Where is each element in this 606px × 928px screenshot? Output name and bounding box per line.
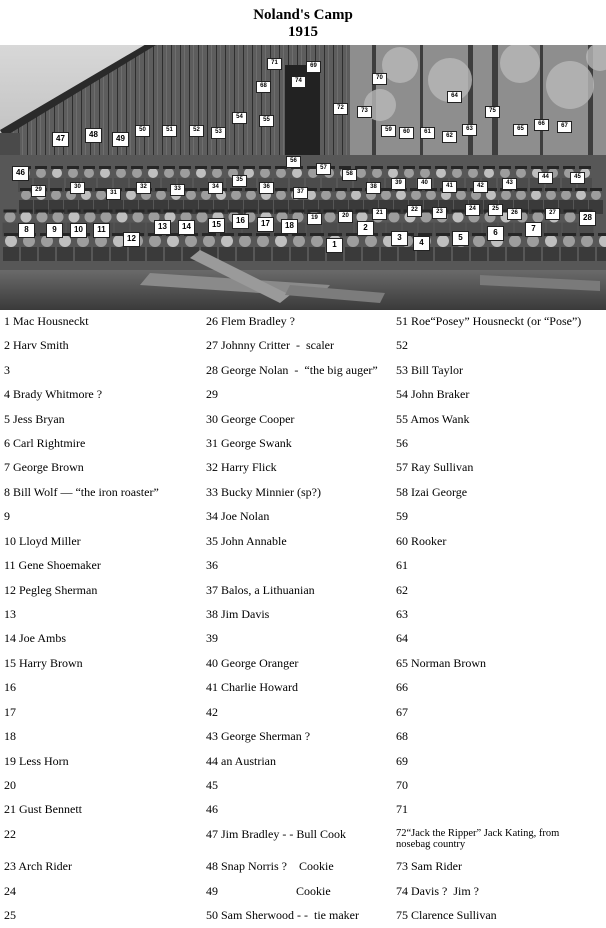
page-year: 1915 xyxy=(288,24,318,40)
photo-label: 44 xyxy=(538,172,553,184)
photo-label: 66 xyxy=(534,119,549,131)
name-entry: 57 Ray Sullivan xyxy=(396,460,474,474)
photo-label: 45 xyxy=(570,172,585,184)
photo-label: 4 xyxy=(413,236,430,251)
photo-label: 25 xyxy=(488,204,503,216)
photo-label: 47 xyxy=(52,132,69,147)
photo-label: 8 xyxy=(18,223,35,238)
name-entry: 43 George Sherman ? xyxy=(206,729,311,743)
name-entry: 54 John Braker xyxy=(396,387,470,401)
name-entry: 26 Flem Bradley ? xyxy=(206,314,295,328)
name-entry: 66 xyxy=(396,680,408,694)
name-entry: 10 Lloyd Miller xyxy=(4,534,81,548)
photo-label: 60 xyxy=(399,127,414,139)
photo-label: 58 xyxy=(342,169,357,181)
name-entry: 23 Arch Rider xyxy=(4,859,72,873)
group-photo xyxy=(0,45,606,310)
name-entry: 12 Pegleg Sherman xyxy=(4,583,98,597)
photo-label: 68 xyxy=(256,81,271,93)
name-entry: 75 Clarence Sullivan xyxy=(396,908,497,922)
photo-label: 27 xyxy=(545,208,560,220)
photo-label: 19 xyxy=(307,213,322,225)
name-entry: 73 Sam Rider xyxy=(396,859,462,873)
photo-label: 6 xyxy=(487,226,504,241)
photo-label: 20 xyxy=(338,211,353,223)
name-entry: 71 xyxy=(396,802,408,816)
name-entry: 37 Balos, a Lithuanian xyxy=(206,583,315,597)
photo-label: 46 xyxy=(12,166,29,181)
name-entry: 35 John Annable xyxy=(206,534,287,548)
name-entry: 2 Harv Smith xyxy=(4,338,69,352)
name-entry: 14 Joe Ambs xyxy=(4,631,67,645)
photo-label: 75 xyxy=(485,106,500,118)
photo-label: 1 xyxy=(326,238,343,253)
photo-label: 32 xyxy=(136,182,151,194)
photo-label: 38 xyxy=(366,182,381,194)
name-entry: 11 Gene Shoemaker xyxy=(4,558,101,572)
photo-label: 9 xyxy=(46,223,63,238)
names-list xyxy=(0,312,606,928)
name-entry: 1 Mac Housneckt xyxy=(4,314,89,328)
photo-label: 57 xyxy=(316,163,331,175)
photo-label: 40 xyxy=(417,178,432,190)
name-entry: 46 xyxy=(206,802,218,816)
photo-label: 64 xyxy=(447,91,462,103)
name-entry: 5 Jess Bryan xyxy=(4,412,65,426)
photo-label: 56 xyxy=(286,156,301,168)
name-entry: 40 George Oranger xyxy=(206,656,299,670)
photo-label: 52 xyxy=(189,125,204,137)
photo-label: 67 xyxy=(557,121,572,133)
photo-label: 17 xyxy=(257,217,274,232)
name-entry: 44 an Austrian xyxy=(206,754,276,768)
photo-label: 61 xyxy=(420,127,435,139)
name-entry: 39 xyxy=(206,631,218,645)
photo-label: 34 xyxy=(208,182,223,194)
name-entry: 47 Jim Bradley - - Bull Cook xyxy=(206,827,346,841)
name-entry: 38 Jim Davis xyxy=(206,607,270,621)
name-entry: 17 xyxy=(4,705,16,719)
photo-label: 73 xyxy=(357,106,372,118)
name-entry: 41 Charlie Howard xyxy=(206,680,298,694)
photo-label: 10 xyxy=(70,223,87,238)
photo-label: 43 xyxy=(502,178,517,190)
name-entry: 21 Gust Bennett xyxy=(4,802,82,816)
name-entry: 33 Bucky Minnier (sp?) xyxy=(206,485,321,499)
name-entry: 25 xyxy=(4,908,16,922)
photo-label: 54 xyxy=(232,112,247,124)
photo-label: 26 xyxy=(507,208,522,220)
photo-label: 18 xyxy=(281,219,298,234)
photo-label: 62 xyxy=(442,131,457,143)
name-entry: 69 xyxy=(396,754,408,768)
photo-label: 22 xyxy=(407,205,422,217)
name-entry: 30 George Cooper xyxy=(206,412,295,426)
photo-label: 39 xyxy=(391,178,406,190)
photo-label: 12 xyxy=(123,232,140,247)
name-entry: 24 xyxy=(4,884,16,898)
name-entry: 42 xyxy=(206,705,218,719)
name-entry: 64 xyxy=(396,631,408,645)
name-entry: 6 Carl Rightmire xyxy=(4,436,86,450)
photo-label: 59 xyxy=(381,125,396,137)
photo-label: 37 xyxy=(293,187,308,199)
photo-label: 65 xyxy=(513,124,528,136)
name-entry: 61 xyxy=(396,558,408,572)
page-title: Noland's Camp xyxy=(253,7,353,23)
name-entry: 18 xyxy=(4,729,16,743)
name-entry: 34 Joe Nolan xyxy=(206,509,270,523)
photo-label: 13 xyxy=(154,220,171,235)
name-entry: 48 Snap Norris ? Cookie xyxy=(206,859,334,873)
photo-label: 29 xyxy=(31,185,46,197)
name-entry: 68 xyxy=(396,729,408,743)
name-entry: 67 xyxy=(396,705,408,719)
name-entry: 32 Harry Flick xyxy=(206,460,277,474)
photo-label: 41 xyxy=(442,181,457,193)
name-entry: 63 xyxy=(396,607,408,621)
name-entry: 7 George Brown xyxy=(4,460,84,474)
name-entry: 15 Harry Brown xyxy=(4,656,83,670)
name-entry: 9 xyxy=(4,509,10,523)
photo-label: 21 xyxy=(372,208,387,220)
name-entry: 36 xyxy=(206,558,218,572)
photo-label: 16 xyxy=(232,214,249,229)
photo-label: 63 xyxy=(462,124,477,136)
photo-label: 48 xyxy=(85,128,102,143)
name-entry: 8 Bill Wolf — “the iron roaster” xyxy=(4,485,159,499)
photo-label: 11 xyxy=(93,223,110,238)
photo-label: 31 xyxy=(106,188,121,200)
photo-label: 42 xyxy=(473,181,488,193)
name-entry: 4 Brady Whitmore ? xyxy=(4,387,103,401)
photo-label: 72 xyxy=(333,103,348,115)
name-entry: 16 xyxy=(4,680,16,694)
name-entry: 58 Izai George xyxy=(396,485,468,499)
name-entry: 55 Amos Wank xyxy=(396,412,470,426)
photo-label: 36 xyxy=(259,182,274,194)
photo-label: 69 xyxy=(306,61,321,73)
name-entry: 59 xyxy=(396,509,408,523)
name-entry: 52 xyxy=(396,338,408,352)
photo-label: 50 xyxy=(135,125,150,137)
name-entry: 65 Norman Brown xyxy=(396,656,486,670)
name-entry: 70 xyxy=(396,778,408,792)
name-entry: 60 Rooker xyxy=(396,534,447,548)
photo-label: 14 xyxy=(178,220,195,235)
name-entry: 62 xyxy=(396,583,408,597)
name-entry: 72“Jack the Ripper” Jack Kating, from nosebag country xyxy=(396,828,560,850)
photo-label: 74 xyxy=(291,76,306,88)
photo-label: 35 xyxy=(232,175,247,187)
photo-label: 5 xyxy=(452,231,469,246)
photo-label: 3 xyxy=(391,231,408,246)
name-entry: 51 Roe“Posey” Housneckt (or “Pose”) xyxy=(396,314,582,328)
photo-label: 71 xyxy=(267,58,282,70)
name-entry: 29 xyxy=(206,387,218,401)
name-entry: 3 xyxy=(4,363,10,377)
name-entry: 74 Davis ? Jim ? xyxy=(396,884,479,898)
photo-label: 23 xyxy=(432,207,447,219)
name-entry: 56 xyxy=(396,436,408,450)
photo-label: 30 xyxy=(70,182,85,194)
photo-label: 28 xyxy=(579,211,596,226)
photo-label: 55 xyxy=(259,115,274,127)
name-entry: 49 Cookie xyxy=(206,884,331,898)
photo-label: 7 xyxy=(525,222,542,237)
photo-label: 51 xyxy=(162,125,177,137)
photo-label: 2 xyxy=(357,221,374,236)
name-entry: 31 George Swank xyxy=(206,436,292,450)
name-entry: 20 xyxy=(4,778,16,792)
photo-label: 24 xyxy=(465,204,480,216)
photo-label: 53 xyxy=(211,127,226,139)
name-entry: 53 Bill Taylor xyxy=(396,363,463,377)
name-entry: 28 George Nolan - “the big auger” xyxy=(206,363,378,377)
name-entry: 27 Johnny Critter - scaler xyxy=(206,338,334,352)
photo-label: 33 xyxy=(170,184,185,196)
photo-label: 15 xyxy=(208,218,225,233)
photo-label: 49 xyxy=(112,132,129,147)
name-entry: 50 Sam Sherwood - - tie maker xyxy=(206,908,359,922)
photo-label: 70 xyxy=(372,73,387,85)
name-entry: 45 xyxy=(206,778,218,792)
name-entry: 19 Less Horn xyxy=(4,754,69,768)
name-entry: 13 xyxy=(4,607,16,621)
name-entry: 22 xyxy=(4,827,16,841)
